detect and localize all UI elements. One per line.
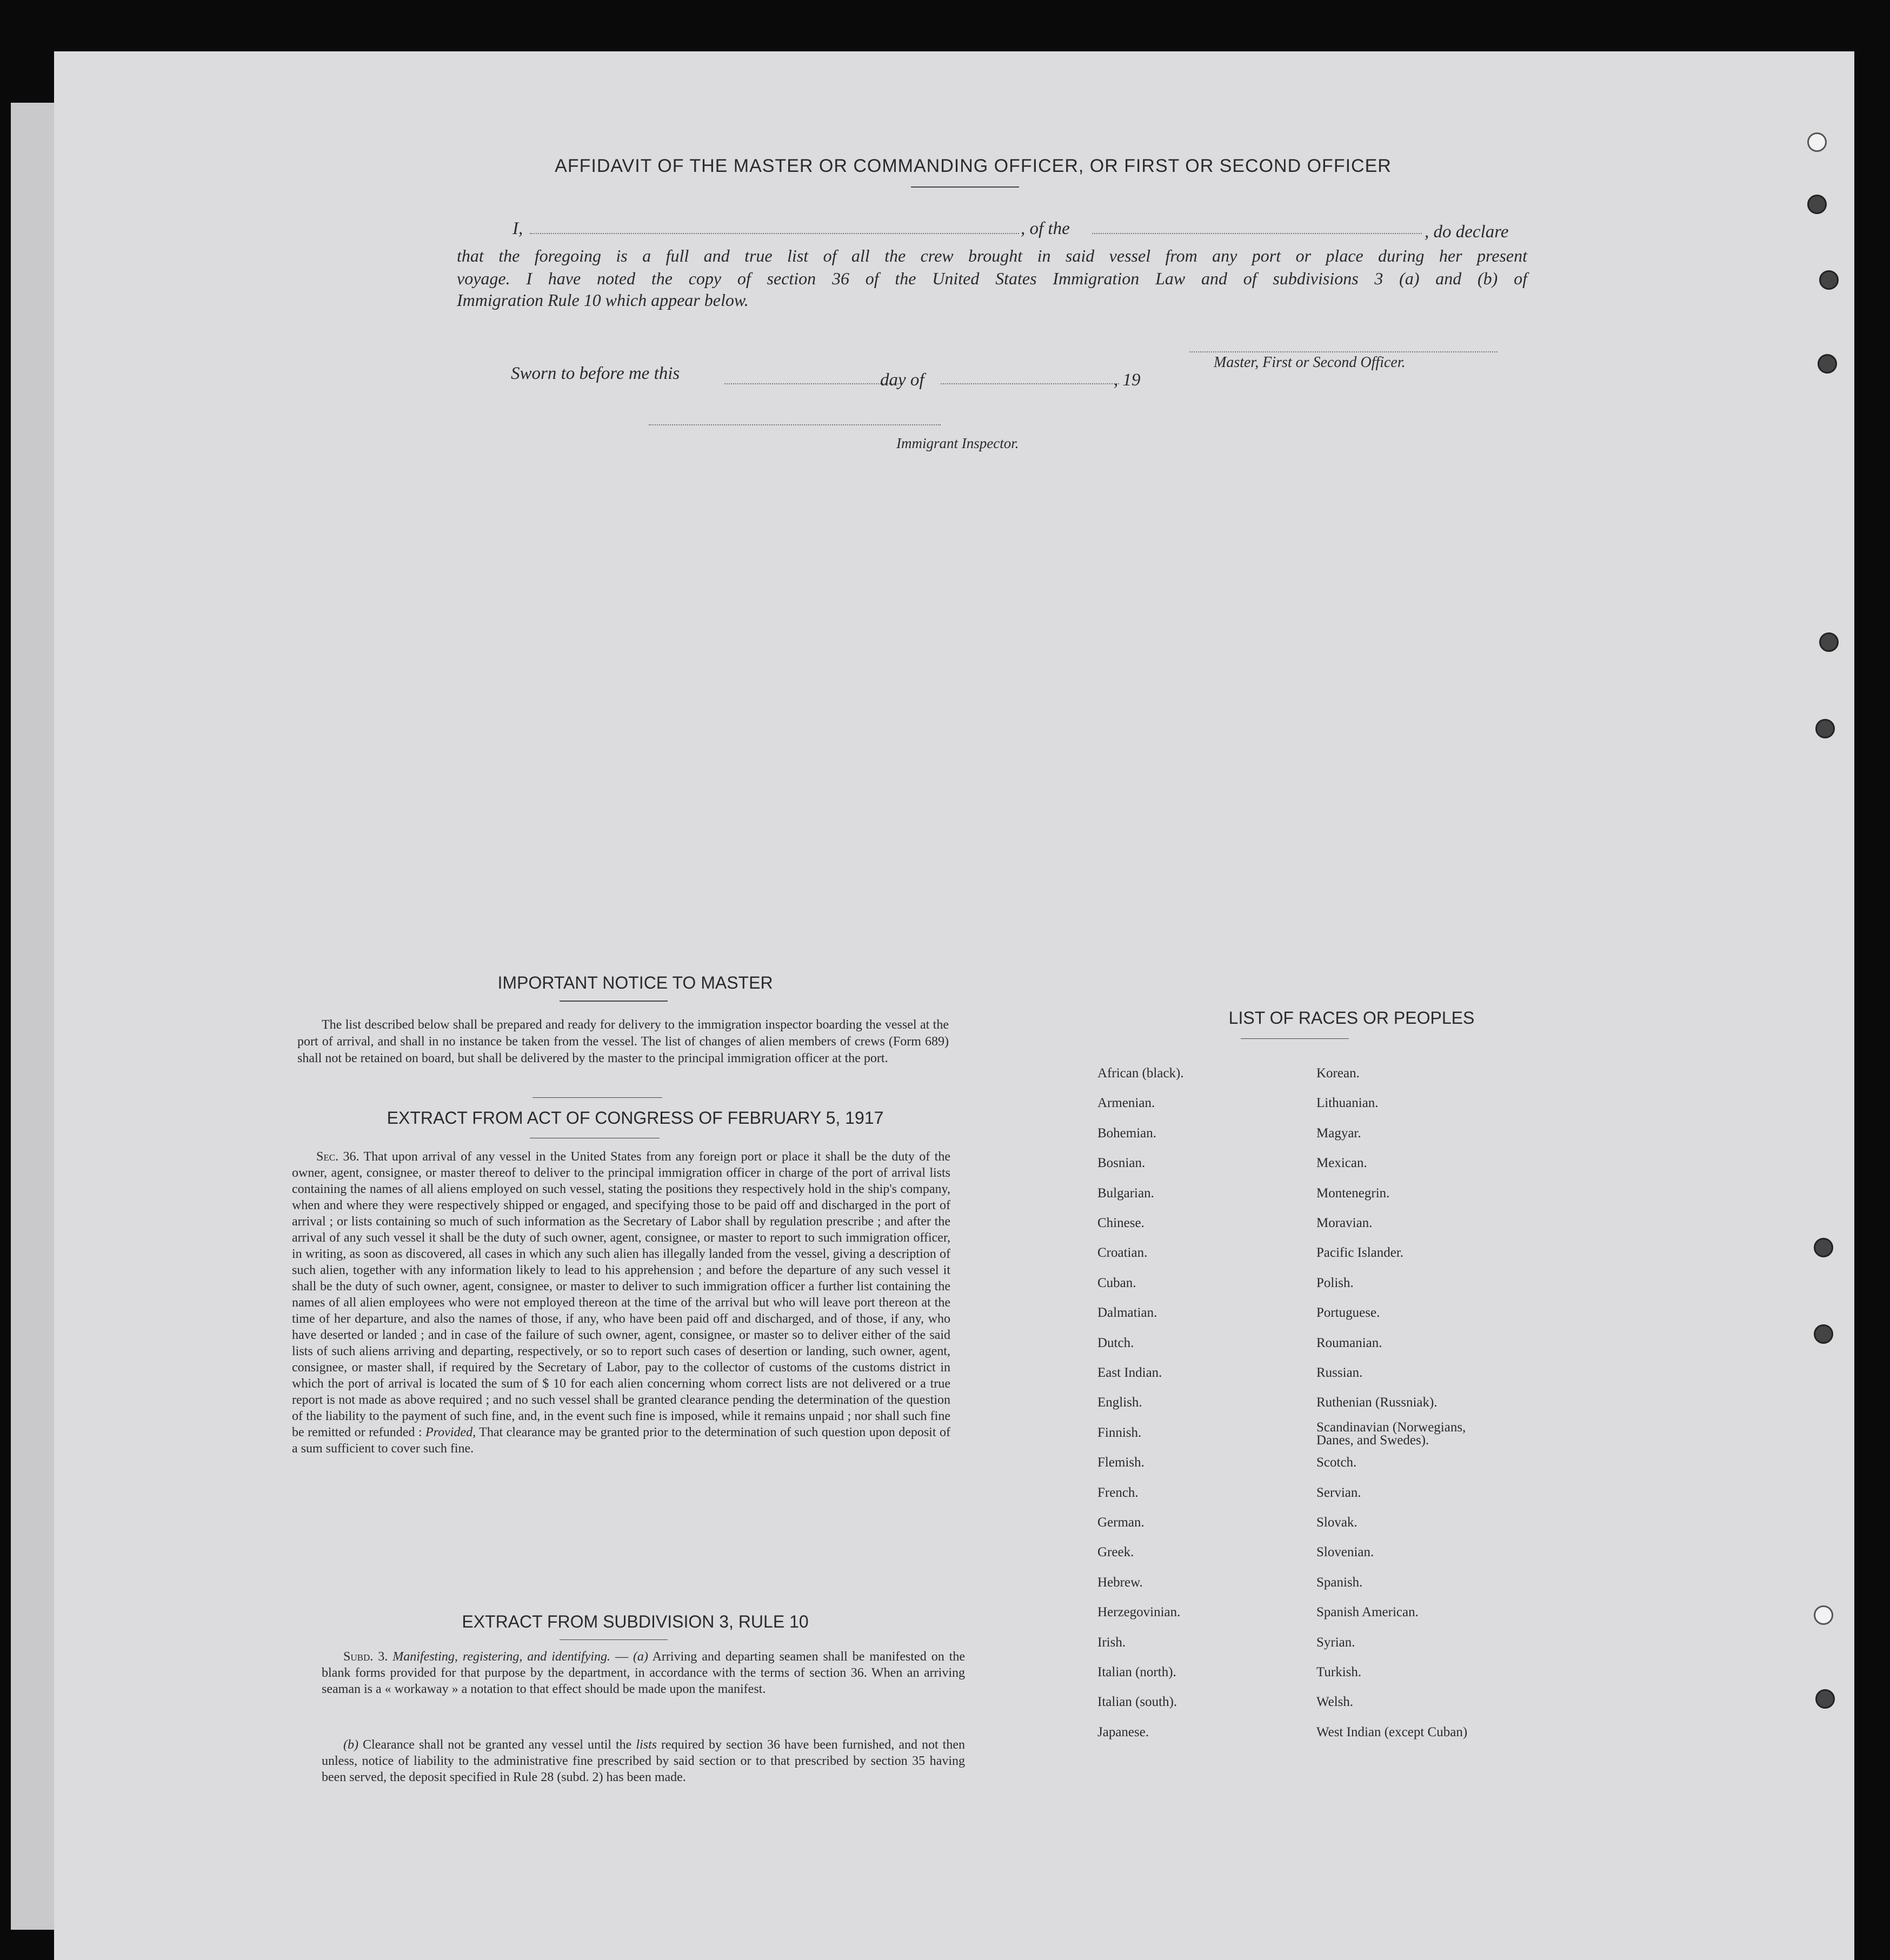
race-item: Ruthenian (Russniak). bbox=[1316, 1395, 1438, 1410]
notice-separator bbox=[533, 1097, 662, 1098]
underlying-page-edge bbox=[11, 103, 59, 1930]
race-item: Cuban. bbox=[1097, 1275, 1136, 1290]
race-item: Turkish. bbox=[1316, 1665, 1362, 1679]
race-item: Korean. bbox=[1316, 1066, 1360, 1081]
section-36-text bbox=[292, 1149, 950, 1457]
race-item: West Indian (except Cuban) bbox=[1316, 1724, 1468, 1739]
day-of-label: day of bbox=[880, 370, 924, 390]
race-item: Syrian. bbox=[1316, 1635, 1355, 1650]
officer-signature-field[interactable] bbox=[1189, 351, 1498, 352]
race-item: Mexican. bbox=[1316, 1156, 1367, 1171]
binder-hole bbox=[1815, 1689, 1835, 1709]
sec-label: Sec. 36. bbox=[316, 1150, 360, 1164]
binder-hole bbox=[1814, 1238, 1833, 1257]
race-item: Roumanian. bbox=[1316, 1335, 1382, 1350]
race-item: French. bbox=[1097, 1485, 1139, 1500]
race-item: Polish. bbox=[1316, 1275, 1354, 1290]
race-item: Bulgarian. bbox=[1097, 1185, 1154, 1201]
vessel-name-field[interactable] bbox=[1092, 233, 1422, 234]
extract-rule-underline bbox=[560, 1639, 668, 1640]
para-b-text-2: required by section 36 have been furnished, and not then unless, notice of liability to the administrative fine prescribed by said section or to that prescribed by section 35 having been served, the deposit specified in Rule 28 (subd. 2) has been made. bbox=[322, 1738, 965, 1784]
binder-hole bbox=[1819, 270, 1839, 290]
race-item: Flemish. bbox=[1097, 1455, 1144, 1470]
race-item: Hebrew. bbox=[1097, 1575, 1143, 1590]
affidavit-body-line-3: Immigration Rule 10 which appear below. bbox=[457, 290, 749, 310]
binder-hole bbox=[1819, 632, 1839, 652]
para-b-text-1: Clearance shall not be granted any vessel until the bbox=[363, 1738, 632, 1752]
race-item: Finnish. bbox=[1097, 1425, 1142, 1440]
race-item: Spanish. bbox=[1316, 1575, 1363, 1590]
para-a-text: Arriving and departing seamen shall be manifested on the blank forms provided for that purpose by the department, in accordance with the terms of section 36. When an arriving seaman is a « workaway » a notation to that effect should be made upon the manifest. bbox=[322, 1650, 966, 1696]
year-label: , 19 bbox=[1114, 370, 1141, 390]
race-item: Herzegovinian. bbox=[1097, 1605, 1181, 1620]
race-item: Montenegrin. bbox=[1316, 1185, 1390, 1201]
race-item: Slovenian. bbox=[1316, 1545, 1374, 1560]
race-item: Croatian. bbox=[1097, 1245, 1148, 1261]
extract-rule-title: EXTRACT FROM SUBDIVISION 3, RULE 10 bbox=[462, 1612, 809, 1631]
rule-para-b bbox=[322, 1737, 965, 1785]
race-item: Portuguese. bbox=[1316, 1305, 1380, 1321]
race-item: Bohemian. bbox=[1097, 1125, 1157, 1141]
para-b-lists: lists bbox=[636, 1738, 657, 1752]
subd-label: Subd. 3. bbox=[343, 1650, 388, 1664]
races-underline bbox=[1241, 1038, 1349, 1039]
race-item: Japanese. bbox=[1097, 1724, 1149, 1739]
race-item: Irish. bbox=[1097, 1635, 1126, 1650]
document-page bbox=[54, 51, 1854, 1960]
race-item: Slovak. bbox=[1316, 1515, 1357, 1530]
affidavit-body-line-2: voyage. I have noted the copy of section 36 of the United States Immigration Law and of subdivisions 3 (a) and (b) of bbox=[457, 269, 1527, 288]
race-item: Dutch. bbox=[1097, 1335, 1134, 1350]
sworn-month-field[interactable] bbox=[941, 383, 1119, 384]
race-item: Pacific Islander. bbox=[1316, 1245, 1404, 1261]
race-item: Moravian. bbox=[1316, 1216, 1373, 1230]
race-item: Lithuanian. bbox=[1316, 1096, 1379, 1111]
race-item: African (black). bbox=[1097, 1066, 1184, 1081]
binder-hole bbox=[1818, 354, 1837, 374]
race-item: Servian. bbox=[1316, 1485, 1361, 1500]
notice-text: The list described below shall be prepared and ready for delivery to the immigration inspector boarding the vessel at the port of arrival, and shall in no instance be taken from the vessel. The list of changes of alien members of crews (Form 689) shall not be retained on board, but shall be delivered by the master to the principal immigration officer at the port. bbox=[297, 1018, 949, 1065]
binder-hole bbox=[1807, 195, 1827, 214]
sworn-label: Sworn to before me this bbox=[511, 364, 680, 383]
affidavit-title: AFFIDAVIT OF THE MASTER OR COMMANDING OFFICER, OR FIRST OR SECOND OFFICER bbox=[555, 156, 1392, 176]
sworn-day-field[interactable] bbox=[724, 383, 903, 384]
race-item: Dalmatian. bbox=[1097, 1305, 1157, 1321]
signature-label: Master, First or Second Officer. bbox=[1214, 354, 1406, 371]
race-item: Bosnian. bbox=[1097, 1156, 1146, 1171]
inspector-signature-field[interactable] bbox=[649, 424, 941, 425]
of-the-label: , of the bbox=[1021, 219, 1070, 238]
notice-title: IMPORTANT NOTICE TO MASTER bbox=[497, 973, 773, 992]
race-item: Italian (south). bbox=[1097, 1695, 1177, 1710]
inspector-label: Immigrant Inspector. bbox=[896, 435, 1019, 451]
race-item: German. bbox=[1097, 1515, 1144, 1530]
extract-act-title: EXTRACT FROM ACT OF CONGRESS OF FEBRUARY 5, 1917 bbox=[387, 1108, 884, 1128]
race-item: Chinese. bbox=[1097, 1216, 1144, 1230]
binder-hole bbox=[1815, 719, 1835, 738]
para-a-marker: (a) bbox=[633, 1650, 648, 1664]
binder-hole bbox=[1807, 132, 1827, 152]
section-36-body: That upon arrival of any vessel in the United States from any foreign port or place it shall be the duty of the owner, agent, consignee, or master thereof to deliver to the principal immigration officer in charge of the port of arrival lists containing the names of all aliens employed on such vessel, stating the positions they respectively hold in the ship's company, when and where they were respectively shipped or engaged, and specifying those to be paid off and discharged in the port of arrival ; or lists containing so much of such information as the Secretary of Labor shall by regulation prescribe ; and after the arrival of any such vessel it shall be the duty of such owner, agent, consignee, or master to report to such immigration officer, in writing, as soon as discovered, all cases in which any such alien has illegally landed from the vessel, giving a description of such alien, together with any information likely to lead to his apprehension ; and before the departure of any such vessel it shall be the duty of such owner, agent, consignee, or master to deliver to such immigration officer a further list containing the names of all alien employees who were not employed thereon at the time of the arrival but who will leave port thereon at the time of her departure, and also the names of those, if any, who have been paid off and discharged, and of those, if any, who have deserted or landed ; and in case of the failure of such owner, agent, consignee, or master so to deliver either of the said lists of such aliens arriving and departing, respectively, or so to report such cases of desertion or landing, such owner, agent, consignee, or master shall, if required by the Secretary of Labor, pay to the collector of customs of the customs district in which the port of arrival is located the sum of $ 10 for each alien concerning whom correct lists are not delivered or a true report is not made as above required ; and no such vessel shall be granted clearance pending the determination of the question of the liability to the payment of such fine, and, in the event such fine is imposed, while it remains unpaid ; nor shall such fine be remitted or refunded : bbox=[292, 1150, 951, 1439]
races-title: LIST OF RACES OR PEOPLES bbox=[1228, 1008, 1475, 1028]
race-item: Scotch. bbox=[1316, 1455, 1357, 1470]
race-item: Russian. bbox=[1316, 1365, 1363, 1380]
title-underline bbox=[911, 186, 1019, 188]
race-item: Scandinavian (Norwegians, Danes, and Swedes). bbox=[1316, 1419, 1466, 1448]
provided-label: Provided, bbox=[425, 1425, 476, 1439]
affidavit-i-label: I, bbox=[513, 219, 523, 238]
affidavit-body-line-1: that the foregoing is a full and true list of all the crew brought in said vessel from any port or place during her present bbox=[457, 246, 1527, 265]
binder-hole bbox=[1814, 1324, 1833, 1344]
para-b-marker: (b) bbox=[343, 1738, 358, 1752]
race-item: East Indian. bbox=[1097, 1365, 1162, 1380]
do-declare-label: , do declare bbox=[1425, 222, 1509, 242]
race-item: Spanish American. bbox=[1316, 1605, 1419, 1620]
section-36-provided-text: That clearance may be granted prior to the determination of such question upon deposit of a sum sufficient to cover such fine. bbox=[292, 1425, 950, 1456]
race-item: Magyar. bbox=[1316, 1125, 1361, 1141]
subd-heading: Manifesting, registering, and identifying. bbox=[392, 1650, 610, 1664]
race-item: English. bbox=[1097, 1395, 1142, 1410]
rule-para-a: Subd. 3. Manifesting, registering, and identifying. — (a) Arriving and departing seamen shall be manifested on the blank forms provided for that purpose by the department, in accordance with the terms of section 36. When an arriving seaman is a « workaway » a notation to that effect should be made upon the manifest. bbox=[322, 1650, 966, 1696]
race-item: Italian (north). bbox=[1097, 1665, 1176, 1679]
race-item: Armenian. bbox=[1097, 1096, 1155, 1111]
race-item: Welsh. bbox=[1316, 1695, 1354, 1710]
binder-hole bbox=[1814, 1605, 1833, 1625]
race-item: Greek. bbox=[1097, 1545, 1134, 1560]
master-name-field[interactable] bbox=[530, 233, 1019, 234]
notice-underline bbox=[560, 1001, 668, 1002]
